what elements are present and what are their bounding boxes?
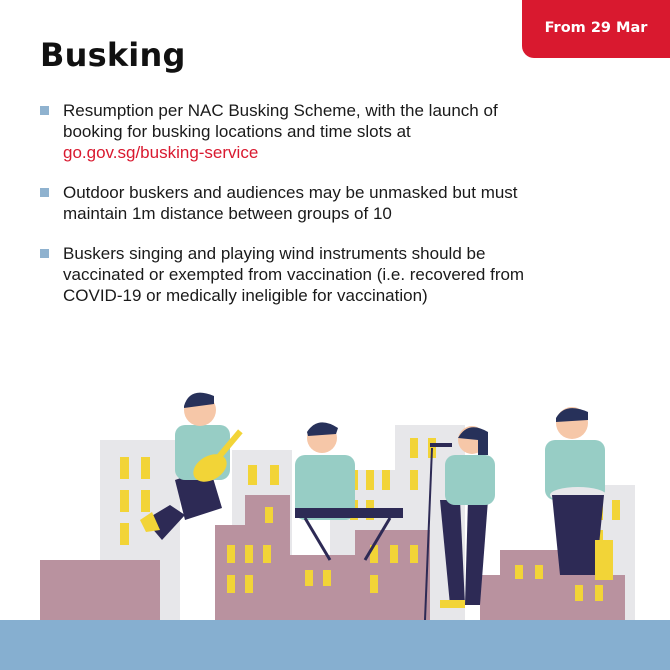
bullet-list [40, 100, 560, 325]
buskers-illustration [0, 370, 670, 670]
square-bullet-icon [40, 106, 49, 115]
busking-service-link[interactable]: go.gov.sg/busking-service [63, 143, 259, 162]
square-bullet-icon [40, 188, 49, 197]
bullet-text: Outdoor buskers and audiences may be unmasked but must maintain 1m distance between groups of 10 [63, 183, 518, 223]
date-badge [522, 0, 670, 58]
bullet-text: Resumption per NAC Busking Scheme, with the launch of booking for busking locations and time slots at [63, 101, 498, 141]
bullet-item-booking [40, 100, 560, 163]
bullet-item-vaccination [40, 243, 560, 306]
bullet-item-distancing [40, 182, 560, 224]
ground [0, 620, 670, 670]
date-badge-label: From 29 Mar [544, 20, 648, 36]
bullet-text: Buskers singing and playing wind instruments should be vaccinated or exempted from vaccination (i.e. recovered from COVID-19 or medically ineligible for vaccination) [63, 244, 525, 305]
square-bullet-icon [40, 249, 49, 258]
page-title: Busking [40, 36, 186, 74]
